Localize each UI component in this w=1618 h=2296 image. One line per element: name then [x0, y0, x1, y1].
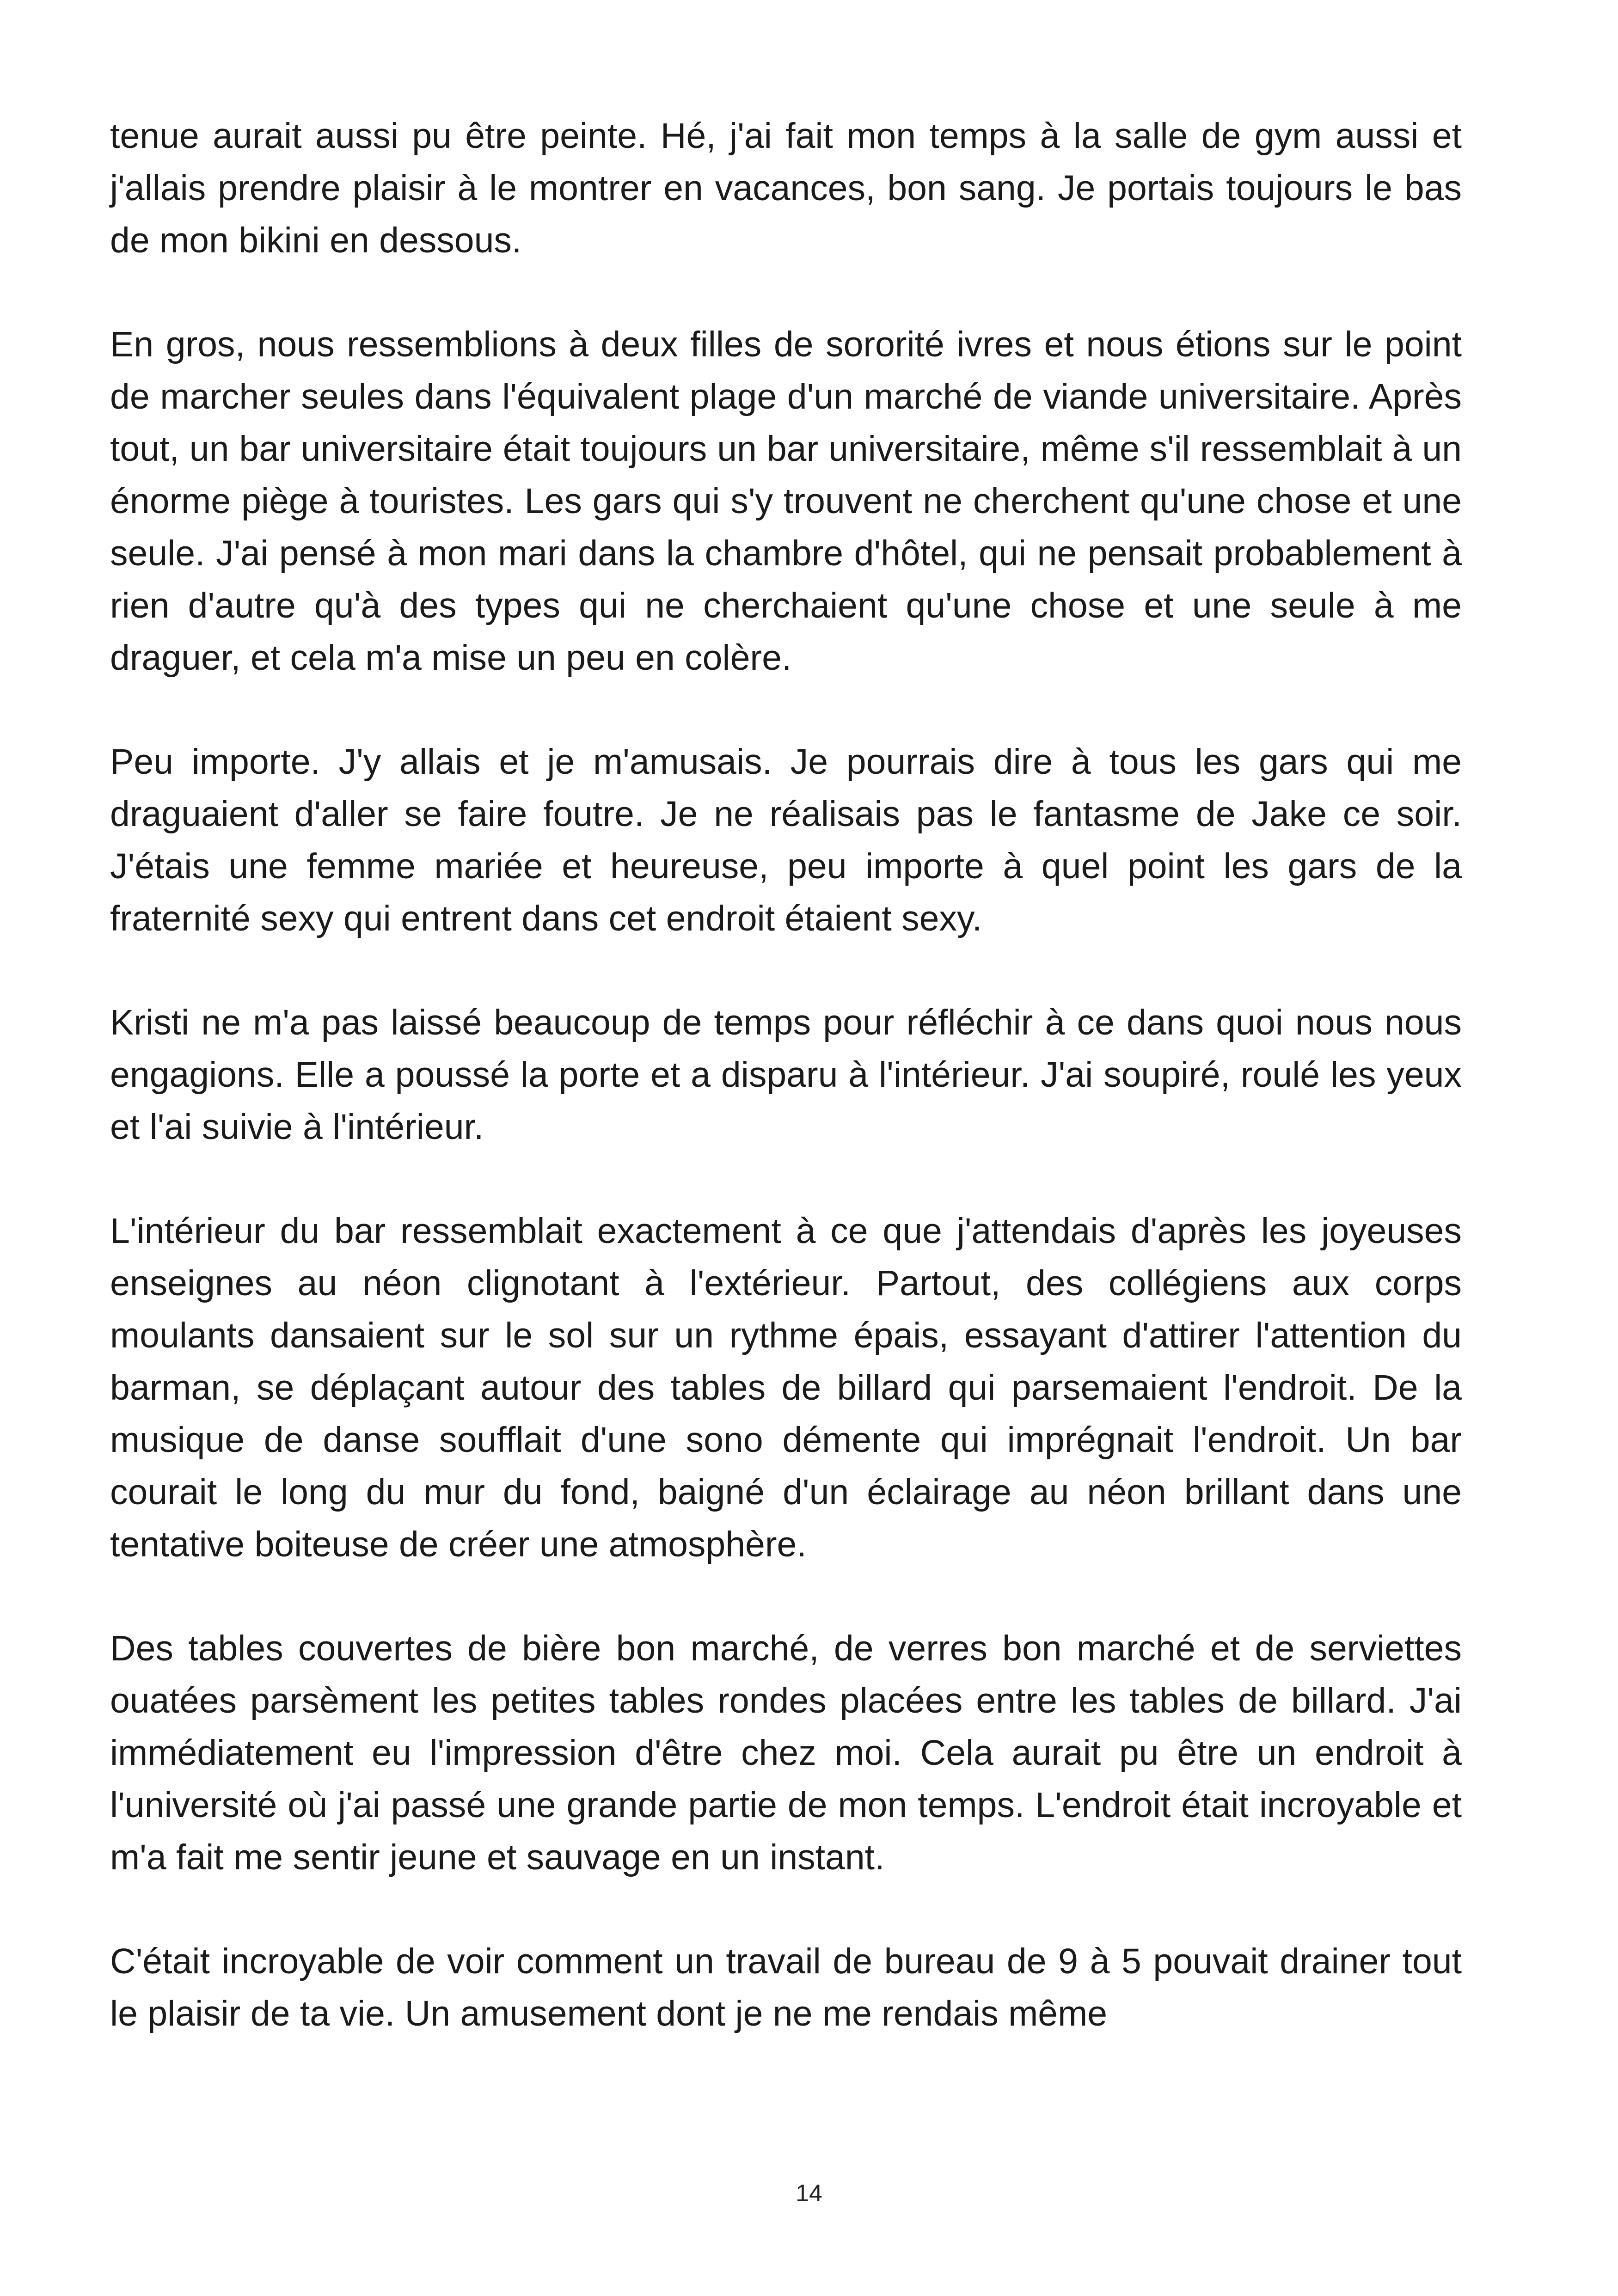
- page-number: 14: [796, 2180, 822, 2207]
- paragraph-2: En gros, nous ressemblions à deux filles de sororité ivres et nous étions sur le point de marcher seules dans l'équivalent plage d'un marché de viande universitaire. Après tout, un bar universitaire était toujours un bar universitaire, même s'il ressemblait à un énorme piège à touristes. Les gars qui s'y trouvent ne cherchent qu'une chose et une seule. J'ai pensé à mon mari dans la chambre d'hôtel, qui ne pensait probablement à rien d'autre qu'à des types qui ne cherchaient qu'une chose et une seule à me draguer, et cela m'a mise un peu en colère.: [110, 325, 1462, 678]
- paragraph-5: L'intérieur du bar ressemblait exactement à ce que j'attendais d'après les joyeuses enseignes au néon clignotant à l'extérieur. Partout, des collégiens aux corps moulants dansaient sur le sol sur un rythme épais, essayant d'attirer l'attention du barman, se déplaçant autour des tables de billard qui parsemaient l'endroit. De la musique de danse soufflait d'une sono démente qui imprégnait l'endroit. Un bar courait le long du mur du fond, baigné d'un éclairage au néon brillant dans une tentative boiteuse de créer une atmosphère.: [110, 1211, 1462, 1564]
- paragraph-1: tenue aurait aussi pu être peinte. Hé, j'ai fait mon temps à la salle de gym aussi et j'allais prendre plaisir à le montrer en vacances, bon sang. Je portais toujours le bas de mon bikini en dessous.: [110, 116, 1462, 260]
- page-body: [110, 110, 1462, 2040]
- paragraph-6: Des tables couvertes de bière bon marché, de verres bon marché et de serviettes ouatées parsèment les petites tables rondes placées entre les tables de billard. J'ai immédiatement eu l'impression d'être chez moi. Cela aurait pu être un endroit à l'université où j'ai passé une grande partie de mon temps. L'endroit était incroyable et m'a fait me sentir jeune et sauvage en un instant.: [110, 1629, 1462, 1877]
- paragraph-3: Peu importe. J'y allais et je m'amusais. Je pourrais dire à tous les gars qui me draguaient d'aller se faire foutre. Je ne réalisais pas le fantasme de Jake ce soir. J'étais une femme mariée et heureuse, peu importe à quel point les gars de la fraternité sexy qui entrent dans cet endroit étaient sexy.: [110, 742, 1462, 938]
- paragraph-7: C'était incroyable de voir comment un travail de bureau de 9 à 5 pouvait drainer tout le plaisir de ta vie. Un amusement dont je ne me rendais même: [110, 1941, 1462, 2033]
- paragraph-4: Kristi ne m'a pas laissé beaucoup de temps pour réfléchir à ce dans quoi nous nous engagions. Elle a poussé la porte et a disparu à l'intérieur. J'ai soupiré, roulé les yeux et l'ai suivie à l'intérieur.: [110, 1003, 1462, 1147]
